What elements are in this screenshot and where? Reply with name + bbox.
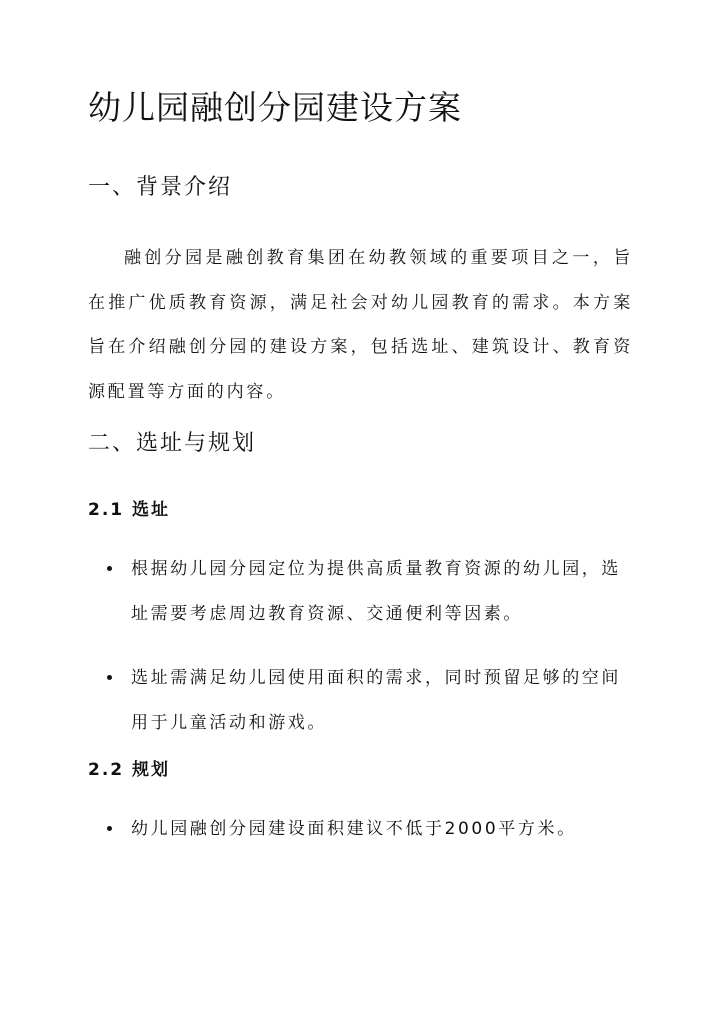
list-item-text: 选址需满足幼儿园使用面积的需求，同时预留足够的空间用于儿童活动和游戏。 <box>131 668 621 733</box>
list-item-text: 根据幼儿园分园定位为提供高质量教育资源的幼儿园，选址需要考虑周边教育资源、交通便利等因素。 <box>131 559 621 624</box>
subsection-heading-planning: 2.2 规划 <box>88 760 171 780</box>
bullet-dot-icon <box>107 566 112 571</box>
bullet-dot-icon <box>107 826 112 831</box>
document-title: 幼儿园融创分园建设方案 <box>88 88 462 127</box>
list-item-text: 幼儿园融创分园建设面积建议不低于2000平方米。 <box>131 819 577 839</box>
section-heading-background: 一、背景介绍 <box>88 175 233 200</box>
list-item <box>88 656 633 745</box>
subsection-heading-site: 2.1 选址 <box>88 500 171 520</box>
planning-bullet-list <box>88 807 633 852</box>
site-bullet-list <box>88 547 633 745</box>
bullet-dot-icon <box>107 675 112 680</box>
section-heading-site-planning: 二、选址与规划 <box>88 431 257 456</box>
list-item <box>88 547 633 636</box>
background-paragraph: 融创分园是融创教育集团在幼教领域的重要项目之一，旨在推广优质教育资源，满足社会对幼儿园教育的需求。本方案旨在介绍融创分园的建设方案，包括选址、建筑设计、教育资源配置等方面的内容。 <box>88 248 633 402</box>
list-item <box>88 807 633 852</box>
